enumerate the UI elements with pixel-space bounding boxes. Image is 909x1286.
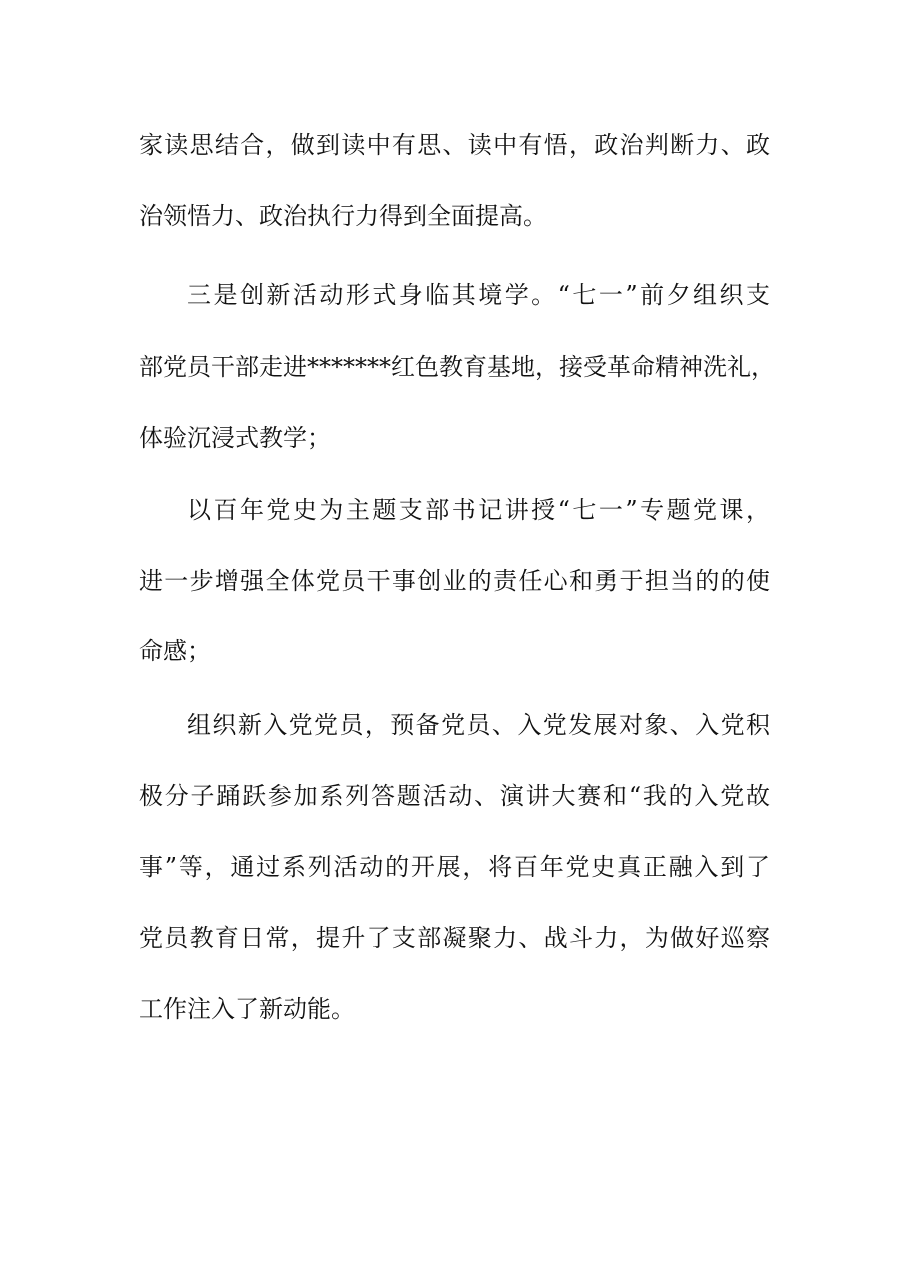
text-line: 家读思结合，做到读中有思、读中有悟，政治判断力、政	[139, 131, 770, 159]
text-line: 命感；	[139, 637, 211, 665]
text-line: 部党员干部走进*******红色教育基地，接受革命精神洗礼，	[139, 353, 775, 381]
text-line: 体验沉浸式教学；	[139, 424, 331, 452]
text-line: 极分子踊跃参加系列答题活动、演讲大赛和“我的入党故	[139, 782, 770, 810]
text-line: 党员教育日常，提升了支部凝聚力、战斗力，为做好巡察	[139, 924, 770, 952]
text-line: 进一步增强全体党员干事创业的责任心和勇于担当的的使	[139, 567, 770, 595]
paragraph-first-line: 以百年党史为主题支部书记讲授“七一”专题党课，	[187, 496, 770, 524]
paragraph-first-line: 三是创新活动形式身临其境学。“七一”前夕组织支	[187, 281, 770, 309]
text-line: 治领悟力、政治执行力得到全面提高。	[139, 202, 547, 230]
text-line: 工作注入了新动能。	[139, 995, 355, 1023]
paragraph-first-line: 组织新入党党员，预备党员、入党发展对象、入党积	[187, 711, 770, 739]
text-line: 事”等，通过系列活动的开展，将百年党史真正融入到了	[139, 853, 770, 881]
